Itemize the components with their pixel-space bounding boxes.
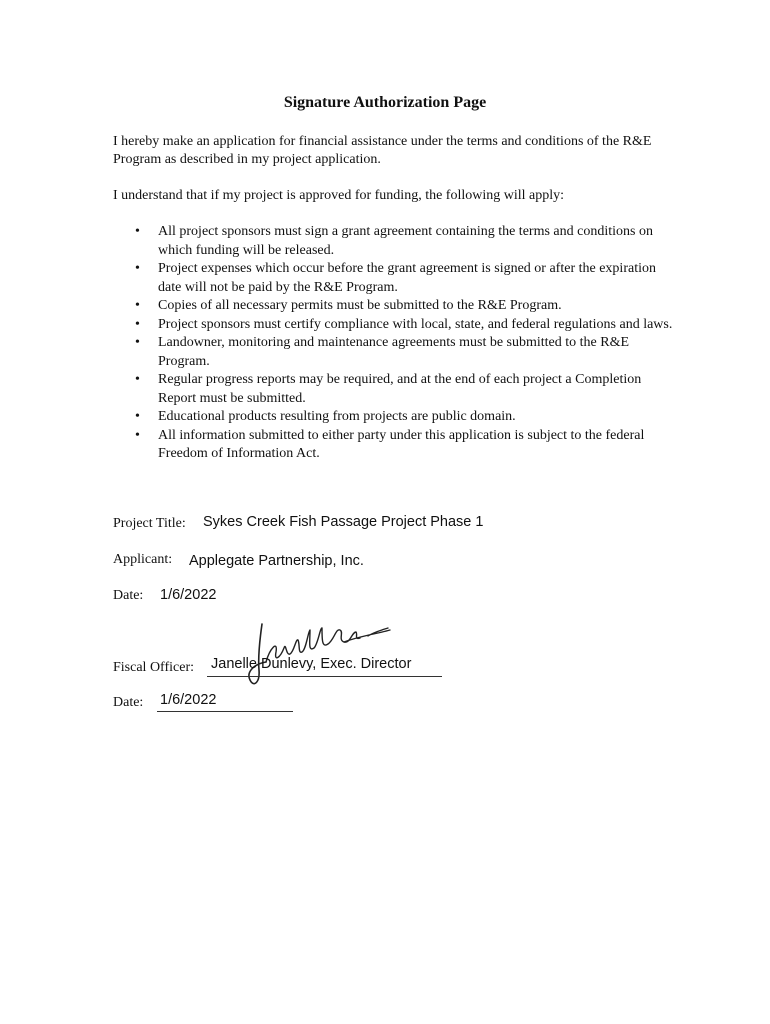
applicant-label: Applicant: (113, 552, 173, 567)
fiscal-officer-underline (207, 676, 442, 677)
signature-image (240, 618, 400, 688)
applicant-field[interactable]: Applegate Partnership, Inc. (189, 553, 364, 569)
page-title: Signature Authorization Page (283, 94, 487, 111)
project-title-label: Project Title: (113, 516, 186, 531)
fiscal-officer-label: Fiscal Officer: (113, 660, 194, 675)
fiscal-officer-field[interactable]: Janelle Dunlevy, Exec. Director (211, 656, 412, 672)
date2-label: Date: (113, 695, 144, 710)
conditions-list (113, 223, 673, 464)
list-item: • Project sponsors must certify compliance with local, state, and federal regulations and laws. (113, 316, 673, 335)
list-item: • Copies of all necessary permits must be submitted to the R&E Program. (113, 297, 673, 316)
list-item: • Regular progress reports may be required, and at the end of each project a Completion Report must be submitted. (113, 371, 673, 408)
intro-paragraph: I hereby make an application for financial assistance under the terms and conditions of the R&E Program as described in my project application. (113, 134, 652, 167)
date-field[interactable]: 1/6/2022 (160, 587, 217, 603)
list-item: • Project expenses which occur before the grant agreement is signed or after the expiration date will not be paid by the R&E Program. (113, 260, 673, 297)
list-item: • All project sponsors must sign a grant agreement containing the terms and conditions on which funding will be released. (113, 223, 673, 260)
project-title-field[interactable]: Sykes Creek Fish Passage Project Phase 1 (203, 514, 484, 530)
list-item: • Landowner, monitoring and maintenance agreements must be submitted to the R&E Program. (113, 334, 673, 371)
date2-field[interactable]: 1/6/2022 (160, 692, 217, 708)
understand-paragraph: I understand that if my project is approved for funding, the following will apply: (113, 188, 565, 203)
date-label: Date: (113, 588, 144, 603)
list-item: • Educational products resulting from projects are public domain. (113, 408, 673, 427)
list-item: • All information submitted to either party under this application is subject to the federal Freedom of Information Act. (113, 427, 673, 464)
date2-underline (157, 711, 293, 712)
